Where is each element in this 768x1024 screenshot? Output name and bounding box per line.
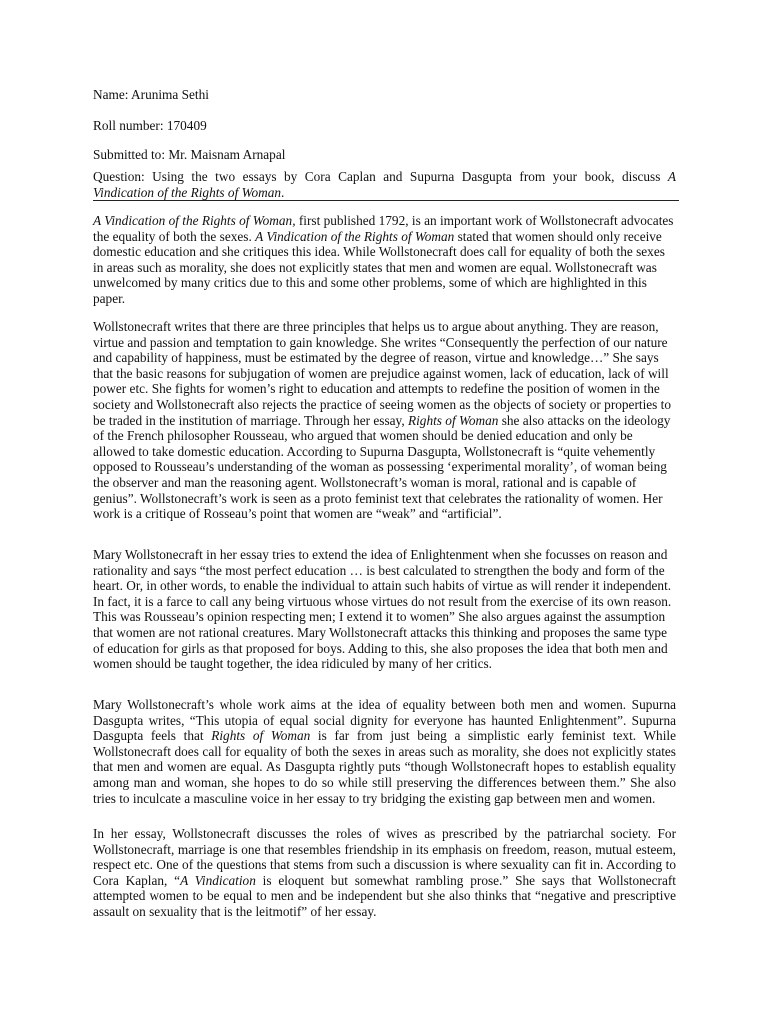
question-prefix: Question: Using the two essays by Cora Caplan and Supurna Dasgupta from your book, discuss — [93, 169, 668, 184]
p1-title-1: A Vindication of the Rights of Woman, — [93, 213, 296, 228]
paragraph-2 — [93, 319, 676, 522]
p1-text-1: first published 1792, is an important work of Wollstonecraft advocates the equality of both the sexes. — [93, 213, 674, 244]
question — [93, 169, 676, 200]
p3-text-1: Mary Wollstonecraft in her essay tries to extend the idea of Enlightenment when she focusses on reason and rationality and says “the most perfect education … is best calculated to strengthen the body and form of the heart. Or, in other words, to enable the individual to attain such habits of virtue as will render it independent. In fact, it is a farce to call any being virtuous whose virtues do not result from the exercise of its own reason. This was Rousseau’s opinion respecting men; I extend it to women” She also argues against the assumption that women are not rational creatures. Mary Wollstonecraft attacks this thinking and proposes the same type of education for girls as that proposed for boys. Adding to this, she also proposes the idea that both men and women should be taught together, the idea ridiculed by many of her critics. — [93, 547, 672, 672]
question-title: A Vindication of the Rights of Woman — [93, 169, 676, 200]
question-suffix: . — [281, 184, 285, 200]
p2-text-1: Wollstonecraft writes that there are three principles that helps us to argue about anything. They are reason, virtue and passion and temptation to gain knowledge. She writes “Consequently the perfection of our nature and capability of happiness, must be estimated by the degree of reason, virtue and knowledge…” She says that the basic reasons for subjugation of women are prejudice against women, lack of education, lack of will power etc. She fights for women’s right to education and attempts to redefine the position of women in the society and Wollstonecraft also rejects the practice of seeing women as the objects of society or properties to be traded in the institution of marriage. Through her essay, — [93, 319, 672, 428]
p1-text-2: stated that women should only receive domestic education and she critiques this idea. While Wollstonecraft does call for equality of both the sexes in areas such as morality, she does not explicitly states that men and women are equal. Wollstonecraft was unwelcomed by many critics due to this and some other problems, some of which are highlighted in this paper. — [93, 228, 665, 306]
student-name: Name: Arunima Sethi — [93, 87, 209, 102]
p5-title-1: A Vindication — [180, 872, 256, 888]
p1-title-2: A Vindication of the Rights of Woman — [255, 228, 455, 244]
p2-title-1: Rights of Woman — [407, 412, 499, 428]
paragraph-4 — [93, 697, 676, 806]
p2-text-2: she also attacks on the ideology of the French philosopher Rousseau, who argued that women should be denied education and only be allowed to take domestic education. According to Supurna Dasgupta, Wollstonecraft is “quite vehemently opposed to Rousseau’s understanding of the woman as possessing ‘experimental morality’, of woman being the observer and man the reasoning agent. Wollstonecraft’s woman is moral, rational and is capable of genius”. Wollstonecraft’s work is seen as a proto feminist text that celebrates the rationality of women. Her work is a critique of Rosseau’s point that women are “weak” and “artificial”. — [93, 412, 671, 522]
p4-title-1: Rights of Woman — [211, 728, 311, 744]
p4-text-2: is far from just being a simplistic early feminist text. While Wollstonecraft does call for equality of both the sexes in areas such as morality, she does not explicitly states that men and women are equal. As Dasgupta rightly puts “though Wollstonecraft hopes to establish equality among man and woman, she hopes to do so while still preserving the differences between them.” She also tries to inculcate a masculine voice in her essay to try bridging the existing gap between men and women. — [93, 728, 676, 806]
p5-text-2: is eloquent but somewhat rambling prose.” She says that Wollstonecraft attempted women to be equal to men and be independent but she also thinks that “negative and prescriptive assault on sexuality that is the leitmotif” of her essay. — [93, 872, 676, 919]
paragraph-1 — [93, 213, 676, 307]
p4-text-1: Mary Wollstonecraft’s whole work aims at the idea of equality between both men and women. Supurna Dasgupta writes, “This utopia of equal social dignity for everyone has haunted Enlightenment”. Supurna Dasgupta feels that — [93, 697, 676, 744]
paragraph-3 — [93, 547, 676, 672]
roll-number: Roll number: 170409 — [93, 118, 207, 133]
divider-line — [93, 200, 679, 201]
p5-text-1: In her essay, Wollstonecraft discusses the roles of wives as prescribed by the patriarchal society. For Wollstonecraft, marriage is one that resembles friendship in its emphasis on freedom, reason, mutual esteem, respect etc. One of the questions that stems from such a discussion is where sexuality can fit in. According to Cora Kaplan, “ — [93, 826, 676, 888]
submitted-to: Submitted to: Mr. Maisnam Arnapal — [93, 147, 286, 162]
paragraph-5 — [93, 826, 676, 920]
